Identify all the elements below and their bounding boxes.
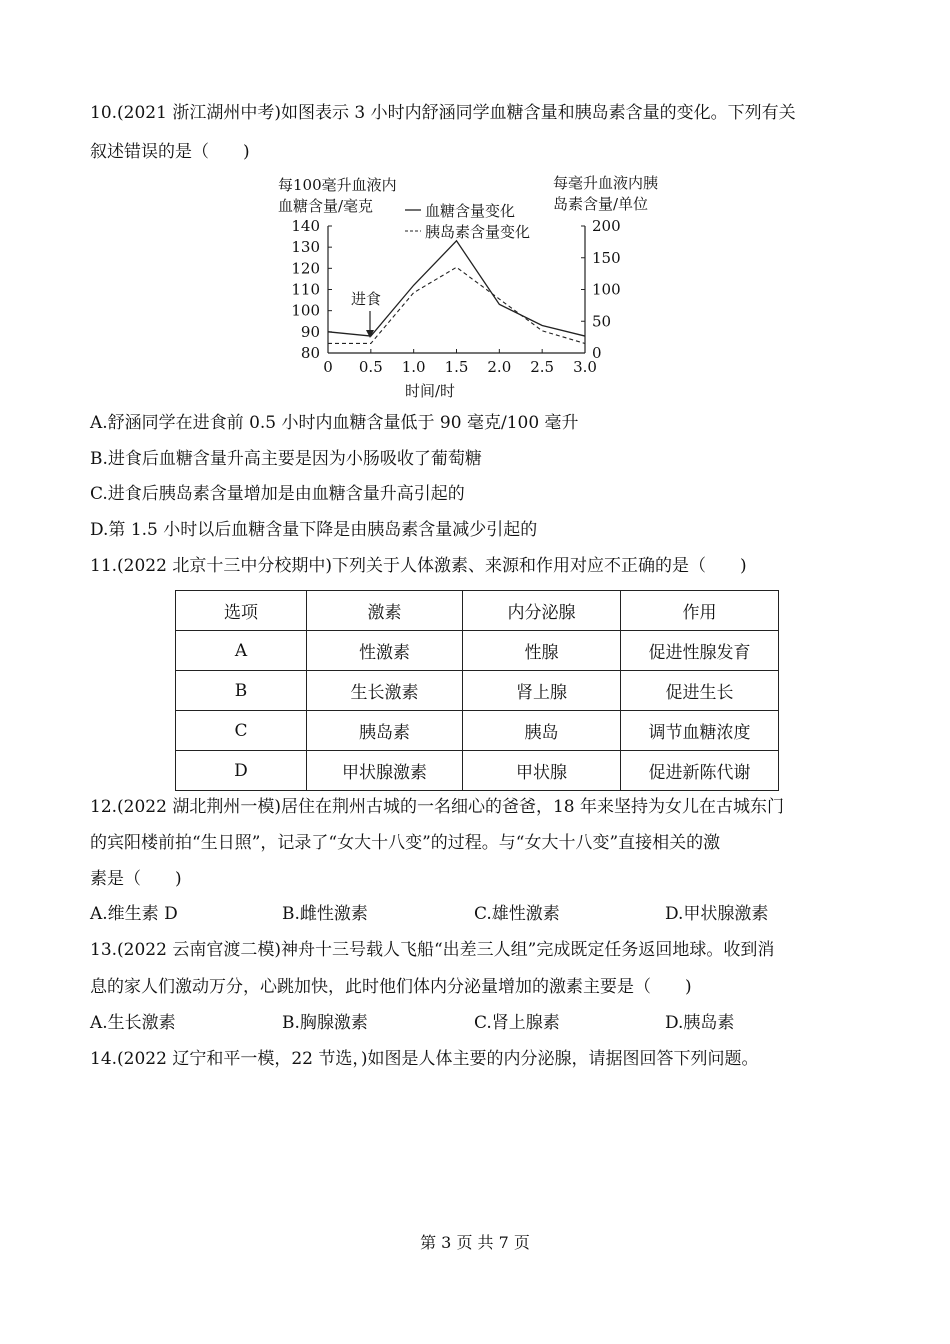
q10-stem-line1: 10.(2021 浙江湖州中考)如图表示 3 小时内舒涵同学血糖含量和胰岛素含量的变化。下列有关 xyxy=(90,103,796,123)
left-axis-title-1: 每100毫升血液内 xyxy=(278,176,397,194)
left-y-tick-label: 130 xyxy=(291,238,320,257)
x-axis-title: 时间/时 xyxy=(404,382,456,400)
x-tick-label: 0.5 xyxy=(358,358,383,376)
q10-option-a: A.舒涵同学在进食前 0.5 小时内血糖含量低于 90 毫克/100 毫升 xyxy=(90,413,579,433)
q11-stem: 11.(2022 北京十三中分校期中)下列关于人体激素、来源和作用对应不正确的是（ ) xyxy=(90,556,747,576)
table-cell: 调节血糖浓度 xyxy=(621,711,779,751)
table-cell: 甲状腺 xyxy=(463,751,621,791)
table-cell: C xyxy=(176,711,307,751)
table-cell: 胰岛 xyxy=(463,711,621,751)
table-cell: D xyxy=(176,751,307,791)
x-tick-label: 3.0 xyxy=(573,358,597,376)
left-y-tick-label: 140 xyxy=(291,217,320,235)
q12-option-d: D.甲状腺激素 xyxy=(665,904,769,924)
left-y-tick-label: 110 xyxy=(291,280,320,299)
table-cell: 性激素 xyxy=(307,631,463,671)
right-y-tick-label: 50 xyxy=(592,312,612,331)
table-cell: B xyxy=(176,671,307,711)
q12-option-b: B.雌性激素 xyxy=(282,904,368,924)
right-axis-title-2: 岛素含量/单位 xyxy=(553,195,649,213)
hormone-table xyxy=(175,590,779,791)
right-y-tick-label: 0 xyxy=(592,344,602,362)
x-tick-label: 0 xyxy=(323,358,333,376)
q14-stem: 14.(2022 辽宁和平一模，22 节选，)如图是人体主要的内分泌腺，请据图回答下列问题。 xyxy=(90,1049,759,1069)
table-row xyxy=(176,751,779,791)
q12-stem-line1: 12.(2022 湖北荆州一模)居住在荆州古城的一名细心的爸爸，18 年来坚持为女儿在古城东门 xyxy=(90,797,785,817)
table-cell: 促进新陈代谢 xyxy=(621,751,779,791)
q12-option-a: A.维生素 D xyxy=(90,904,178,924)
q13-stem-line1: 13.(2022 云南官渡二模)神舟十三号载人飞船“出差三人组”完成既定任务返回地球。收到消 xyxy=(90,940,775,960)
q12-option-c: C.雄性激素 xyxy=(474,904,560,924)
table-row xyxy=(176,671,779,711)
left-y-tick-label: 90 xyxy=(300,322,320,341)
q13-option-b: B.胸腺激素 xyxy=(282,1013,368,1033)
left-y-tick-label: 80 xyxy=(300,344,320,362)
legend-blood-sugar: 血糖含量变化 xyxy=(425,202,516,220)
q10-chart xyxy=(270,168,680,400)
right-y-tick-label: 200 xyxy=(592,217,621,235)
left-axis-title-2: 血糖含量/毫克 xyxy=(278,197,374,215)
right-y-tick-label: 150 xyxy=(592,248,621,267)
table-row xyxy=(176,631,779,671)
blood-sugar-series-line xyxy=(328,241,585,336)
x-tick-label: 1.5 xyxy=(444,358,469,376)
x-tick-label: 1.0 xyxy=(401,358,426,376)
q13-option-a: A.生长激素 xyxy=(90,1013,176,1033)
table-cell: A xyxy=(176,631,307,671)
x-tick-label: 2.0 xyxy=(487,358,512,376)
header-gland: 内分泌腺 xyxy=(463,591,621,631)
q12-stem-line2: 的宾阳楼前拍“生日照”，记录了“女大十八变”的过程。与“女大十八变”直接相关的激 xyxy=(90,833,721,853)
legend-insulin: 胰岛素含量变化 xyxy=(425,223,531,241)
header-hormone: 激素 xyxy=(307,591,463,631)
q10-option-c: C.进食后胰岛素含量增加是由血糖含量升高引起的 xyxy=(90,484,465,504)
table-cell: 胰岛素 xyxy=(307,711,463,751)
q13-option-d: D.胰岛素 xyxy=(665,1013,735,1033)
left-y-tick-label: 120 xyxy=(291,259,320,278)
q12-stem-line3: 素是（ ) xyxy=(90,869,182,889)
page-footer: 第 3 页 共 7 页 xyxy=(420,1233,530,1252)
q10-option-b: B.进食后血糖含量升高主要是因为小肠吸收了葡萄糖 xyxy=(90,449,482,469)
header-option: 选项 xyxy=(176,591,307,631)
q10-option-d: D.第 1.5 小时以后血糖含量下降是由胰岛素含量减少引起的 xyxy=(90,520,538,540)
meal-annotation: 进食 xyxy=(351,290,382,308)
q13-stem-line2: 息的家人们激动万分，心跳加快，此时他们体内分泌量增加的激素主要是（ ) xyxy=(90,977,692,997)
table-cell: 肾上腺 xyxy=(463,671,621,711)
table-cell: 甲状腺激素 xyxy=(307,751,463,791)
table-cell: 生长激素 xyxy=(307,671,463,711)
left-y-tick-label: 100 xyxy=(291,301,320,320)
table-cell: 性腺 xyxy=(463,631,621,671)
q10-stem-line2: 叙述错误的是（ ) xyxy=(90,142,250,162)
table-header-row xyxy=(176,591,779,631)
table-cell: 促进生长 xyxy=(621,671,779,711)
header-function: 作用 xyxy=(621,591,779,631)
table-row xyxy=(176,711,779,751)
right-axis-title-1: 每毫升血液内胰 xyxy=(553,174,659,192)
q13-option-c: C.肾上腺素 xyxy=(474,1013,560,1033)
table-cell: 促进性腺发育 xyxy=(621,631,779,671)
x-tick-label: 2.5 xyxy=(530,358,555,376)
right-y-tick-label: 100 xyxy=(592,280,621,299)
